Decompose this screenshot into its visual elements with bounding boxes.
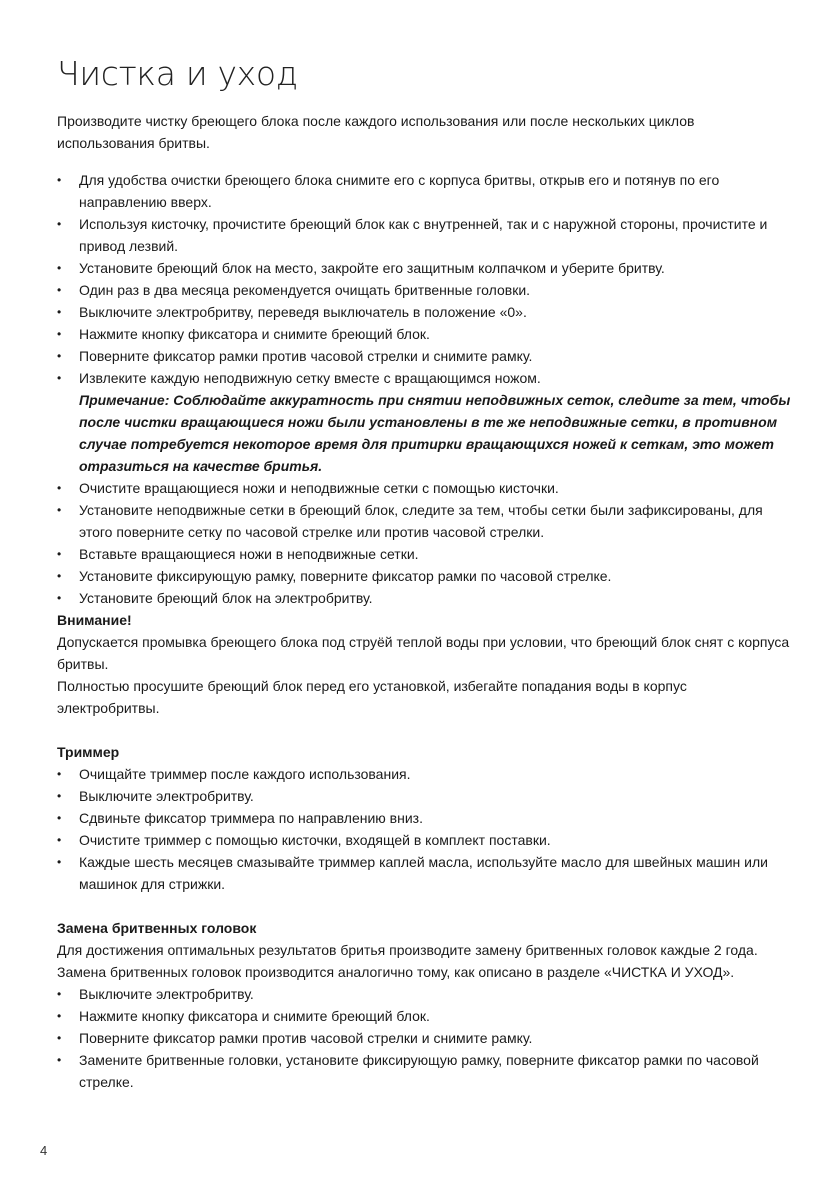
section-spacer xyxy=(57,719,792,741)
list-item: • Извлеките каждую неподвижную сетку вместе с вращающимся ножом. xyxy=(57,367,792,389)
list-item: • Используя кисточку, прочистите бреющий блок как с внутренней, так и с наружной стороны, прочистите и привод лезвий. xyxy=(57,213,792,257)
warning-paragraph: Допускается промывка бреющего блока под струёй теплой воды при условии, что бреющий блок снят с корпуса бритвы. xyxy=(57,634,790,672)
replacement-steps-list xyxy=(57,983,792,1093)
page-number: 4 xyxy=(40,1143,48,1158)
warning-paragraph: Полностью просушите бреющий блок перед его установкой, избегайте попадания воды в корпус электробритвы. xyxy=(57,678,687,716)
list-item: • Каждые шесть месяцев смазывайте триммер каплей масла, используйте масло для швейных машин или машинок для стрижки. xyxy=(57,851,792,895)
list-item: • Очистите вращающиеся ножи и неподвижные сетки с помощью кисточки. xyxy=(57,477,792,499)
list-item: • Нажмите кнопку фиксатора и снимите бреющий блок. xyxy=(57,1005,792,1027)
list-item: • Выключите электробритву, переведя выключатель в положение «0». xyxy=(57,301,792,323)
list-item: • Один раз в два месяца рекомендуется очищать бритвенные головки. xyxy=(57,279,792,301)
replacement-heading: Замена бритвенных головок xyxy=(57,920,257,936)
list-item: • Очищайте триммер после каждого использования. xyxy=(57,763,792,785)
trimmer-steps-list xyxy=(57,763,792,895)
list-item: • Выключите электробритву. xyxy=(57,983,792,1005)
list-item: • Выключите электробритву. xyxy=(57,785,792,807)
list-item: • Сдвиньте фиксатор триммера по направлению вниз. xyxy=(57,807,792,829)
list-item: • Нажмите кнопку фиксатора и снимите бреющий блок. xyxy=(57,323,792,345)
list-item: • Установите бреющий блок на электробритву. xyxy=(57,587,792,609)
section-spacer xyxy=(57,895,792,917)
replacement-paragraph: Для достижения оптимальных результатов бритья производите замену бритвенных головок каждые 2 года. xyxy=(57,942,758,958)
list-item: • Вставьте вращающиеся ножи в неподвижные сетки. xyxy=(57,543,792,565)
list-item: • Замените бритвенные головки, установите фиксирующую рамку, поверните фиксатор рамки по часовой стрелке. xyxy=(57,1049,792,1093)
cleaning-steps-list xyxy=(57,169,792,389)
cleaning-steps-list-continued xyxy=(57,477,792,609)
trimmer-heading: Триммер xyxy=(57,744,120,760)
replacement-paragraph: Замена бритвенных головок производится аналогично тому, как описано в разделе «ЧИСТКА И УХОД». xyxy=(57,964,735,980)
page-content xyxy=(57,52,792,1093)
cleaning-note: Примечание: Соблюдайте аккуратность при снятии неподвижных сеток, следите за тем, чтобы после чистки вращающиеся ножи были установлены в те же неподвижные сетки, в противном случае потребуется некоторое время для притирки вращающихся ножей к сеткам, это может отразиться на качестве бритья. xyxy=(79,392,791,474)
list-item: • Поверните фиксатор рамки против часовой стрелки и снимите рамку. xyxy=(57,345,792,367)
warning-heading: Внимание! xyxy=(57,612,132,628)
page-title: Чистка и уход xyxy=(57,54,298,93)
list-item: • Установите фиксирующую рамку, поверните фиксатор рамки по часовой стрелке. xyxy=(57,565,792,587)
list-item: • Для удобства очистки бреющего блока снимите его с корпуса бритвы, открыв его и потянув по его направлению вверх. xyxy=(57,169,792,213)
list-item: • Установите бреющий блок на место, закройте его защитным колпачком и уберите бритву. xyxy=(57,257,792,279)
intro-paragraph: Производите чистку бреющего блока после каждого использования или после нескольких циклов использования бритвы. xyxy=(57,113,695,151)
list-item: • Установите неподвижные сетки в бреющий блок, следите за тем, чтобы сетки были зафиксированы, для этого поверните сетку по часовой стрелке или против часовой стрелки. xyxy=(57,499,792,543)
list-item: • Поверните фиксатор рамки против часовой стрелки и снимите рамку. xyxy=(57,1027,792,1049)
list-item: • Очистите триммер с помощью кисточки, входящей в комплект поставки. xyxy=(57,829,792,851)
